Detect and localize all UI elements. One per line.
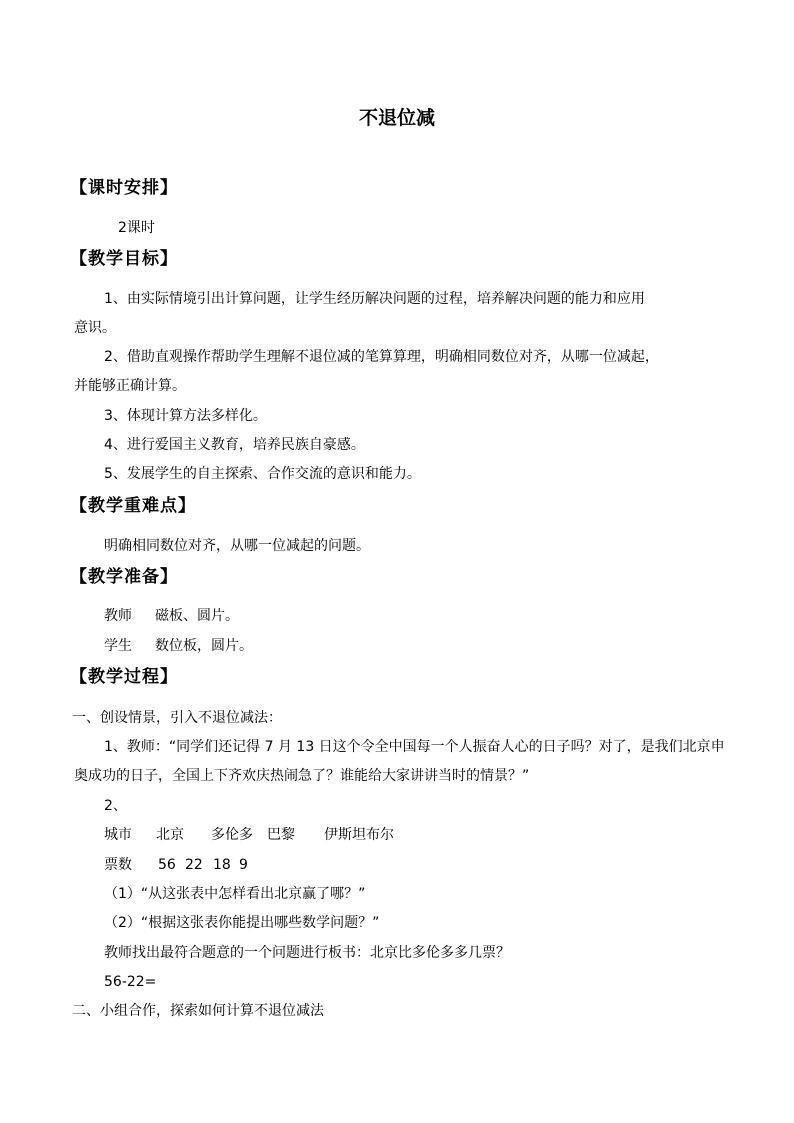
- part1-title: 一、创设情景，引入不退位减法：: [72, 710, 282, 726]
- item2-label: 2、: [104, 798, 127, 814]
- table-cell-toronto-votes: 22: [185, 857, 203, 873]
- page-title: 不退位减: [358, 107, 435, 129]
- goal-line-4: 4、进行爱国主义教育，培养民族自豪感。: [104, 437, 365, 453]
- goal-line-2-cont: 并能够正确计算。: [74, 378, 186, 394]
- table-cell-istanbul: 伊斯坦布尔: [324, 827, 394, 843]
- table-cell-istanbul-votes: 9: [239, 857, 248, 873]
- table-cell-paris-votes: 18: [213, 857, 231, 873]
- heading-process: 【教学过程】: [70, 667, 178, 687]
- goal-line-2: 2、借助直观操作帮助学生理解不退位减的笔算算理，明确相同数位对齐，从哪一位减起，: [104, 349, 659, 365]
- goal-line-3: 3、体现计算方法多样化。: [104, 408, 267, 424]
- heading-key-points: 【教学重难点】: [70, 496, 196, 516]
- student-items: 数位板，圆片。: [155, 638, 253, 654]
- item1-line-2: 奥成功的日子，全国上下齐欢庆热闹急了？谁能给大家讲讲当时的情景？”: [74, 768, 530, 784]
- board-text: 教师找出最符合题意的一个问题进行板书：北京比多伦多多几票？: [104, 945, 510, 961]
- heading-preparation: 【教学准备】: [70, 567, 178, 587]
- table-cell-beijing: 北京: [156, 827, 184, 843]
- heading-class-hours: 【课时安排】: [70, 178, 178, 198]
- student-label: 学生: [104, 638, 132, 654]
- table-cell-votes-header: 票数: [104, 857, 132, 873]
- question-2: （2）“根据这张表你能提出哪些数学问题？”: [104, 915, 380, 931]
- item1-line-1: 1、教师：“同学们还记得 7 月 13 日这个令全中国每一个人振奋人心的日子吗？对了，是我们北京申: [104, 739, 725, 755]
- table-cell-beijing-votes: 56: [158, 857, 176, 873]
- part2-title: 二、小组合作，探索如何计算不退位减法: [72, 1003, 324, 1019]
- table-cell-city-header: 城市: [104, 827, 132, 843]
- goal-line-1-cont: 意识。: [74, 320, 116, 336]
- table-cell-paris: 巴黎: [267, 827, 295, 843]
- question-1: （1）“从这张表中怎样看出北京赢了哪？”: [104, 886, 366, 902]
- teacher-items: 磁板、圆片。: [155, 608, 239, 624]
- equation: 56-22=: [104, 974, 157, 990]
- table-cell-toronto: 多伦多: [211, 827, 253, 843]
- goal-line-5: 5、发展学生的自主探索、合作交流的意识和能力。: [104, 466, 421, 482]
- class-hours-text: 2课时: [118, 220, 155, 236]
- teacher-label: 教师: [104, 608, 132, 624]
- goal-line-1: 1、由实际情境引出计算问题，让学生经历解决问题的过程，培养解决问题的能力和应用: [104, 291, 645, 307]
- heading-teaching-goals: 【教学目标】: [70, 249, 178, 269]
- key-points-text: 明确相同数位对齐，从哪一位减起的问题。: [104, 538, 370, 554]
